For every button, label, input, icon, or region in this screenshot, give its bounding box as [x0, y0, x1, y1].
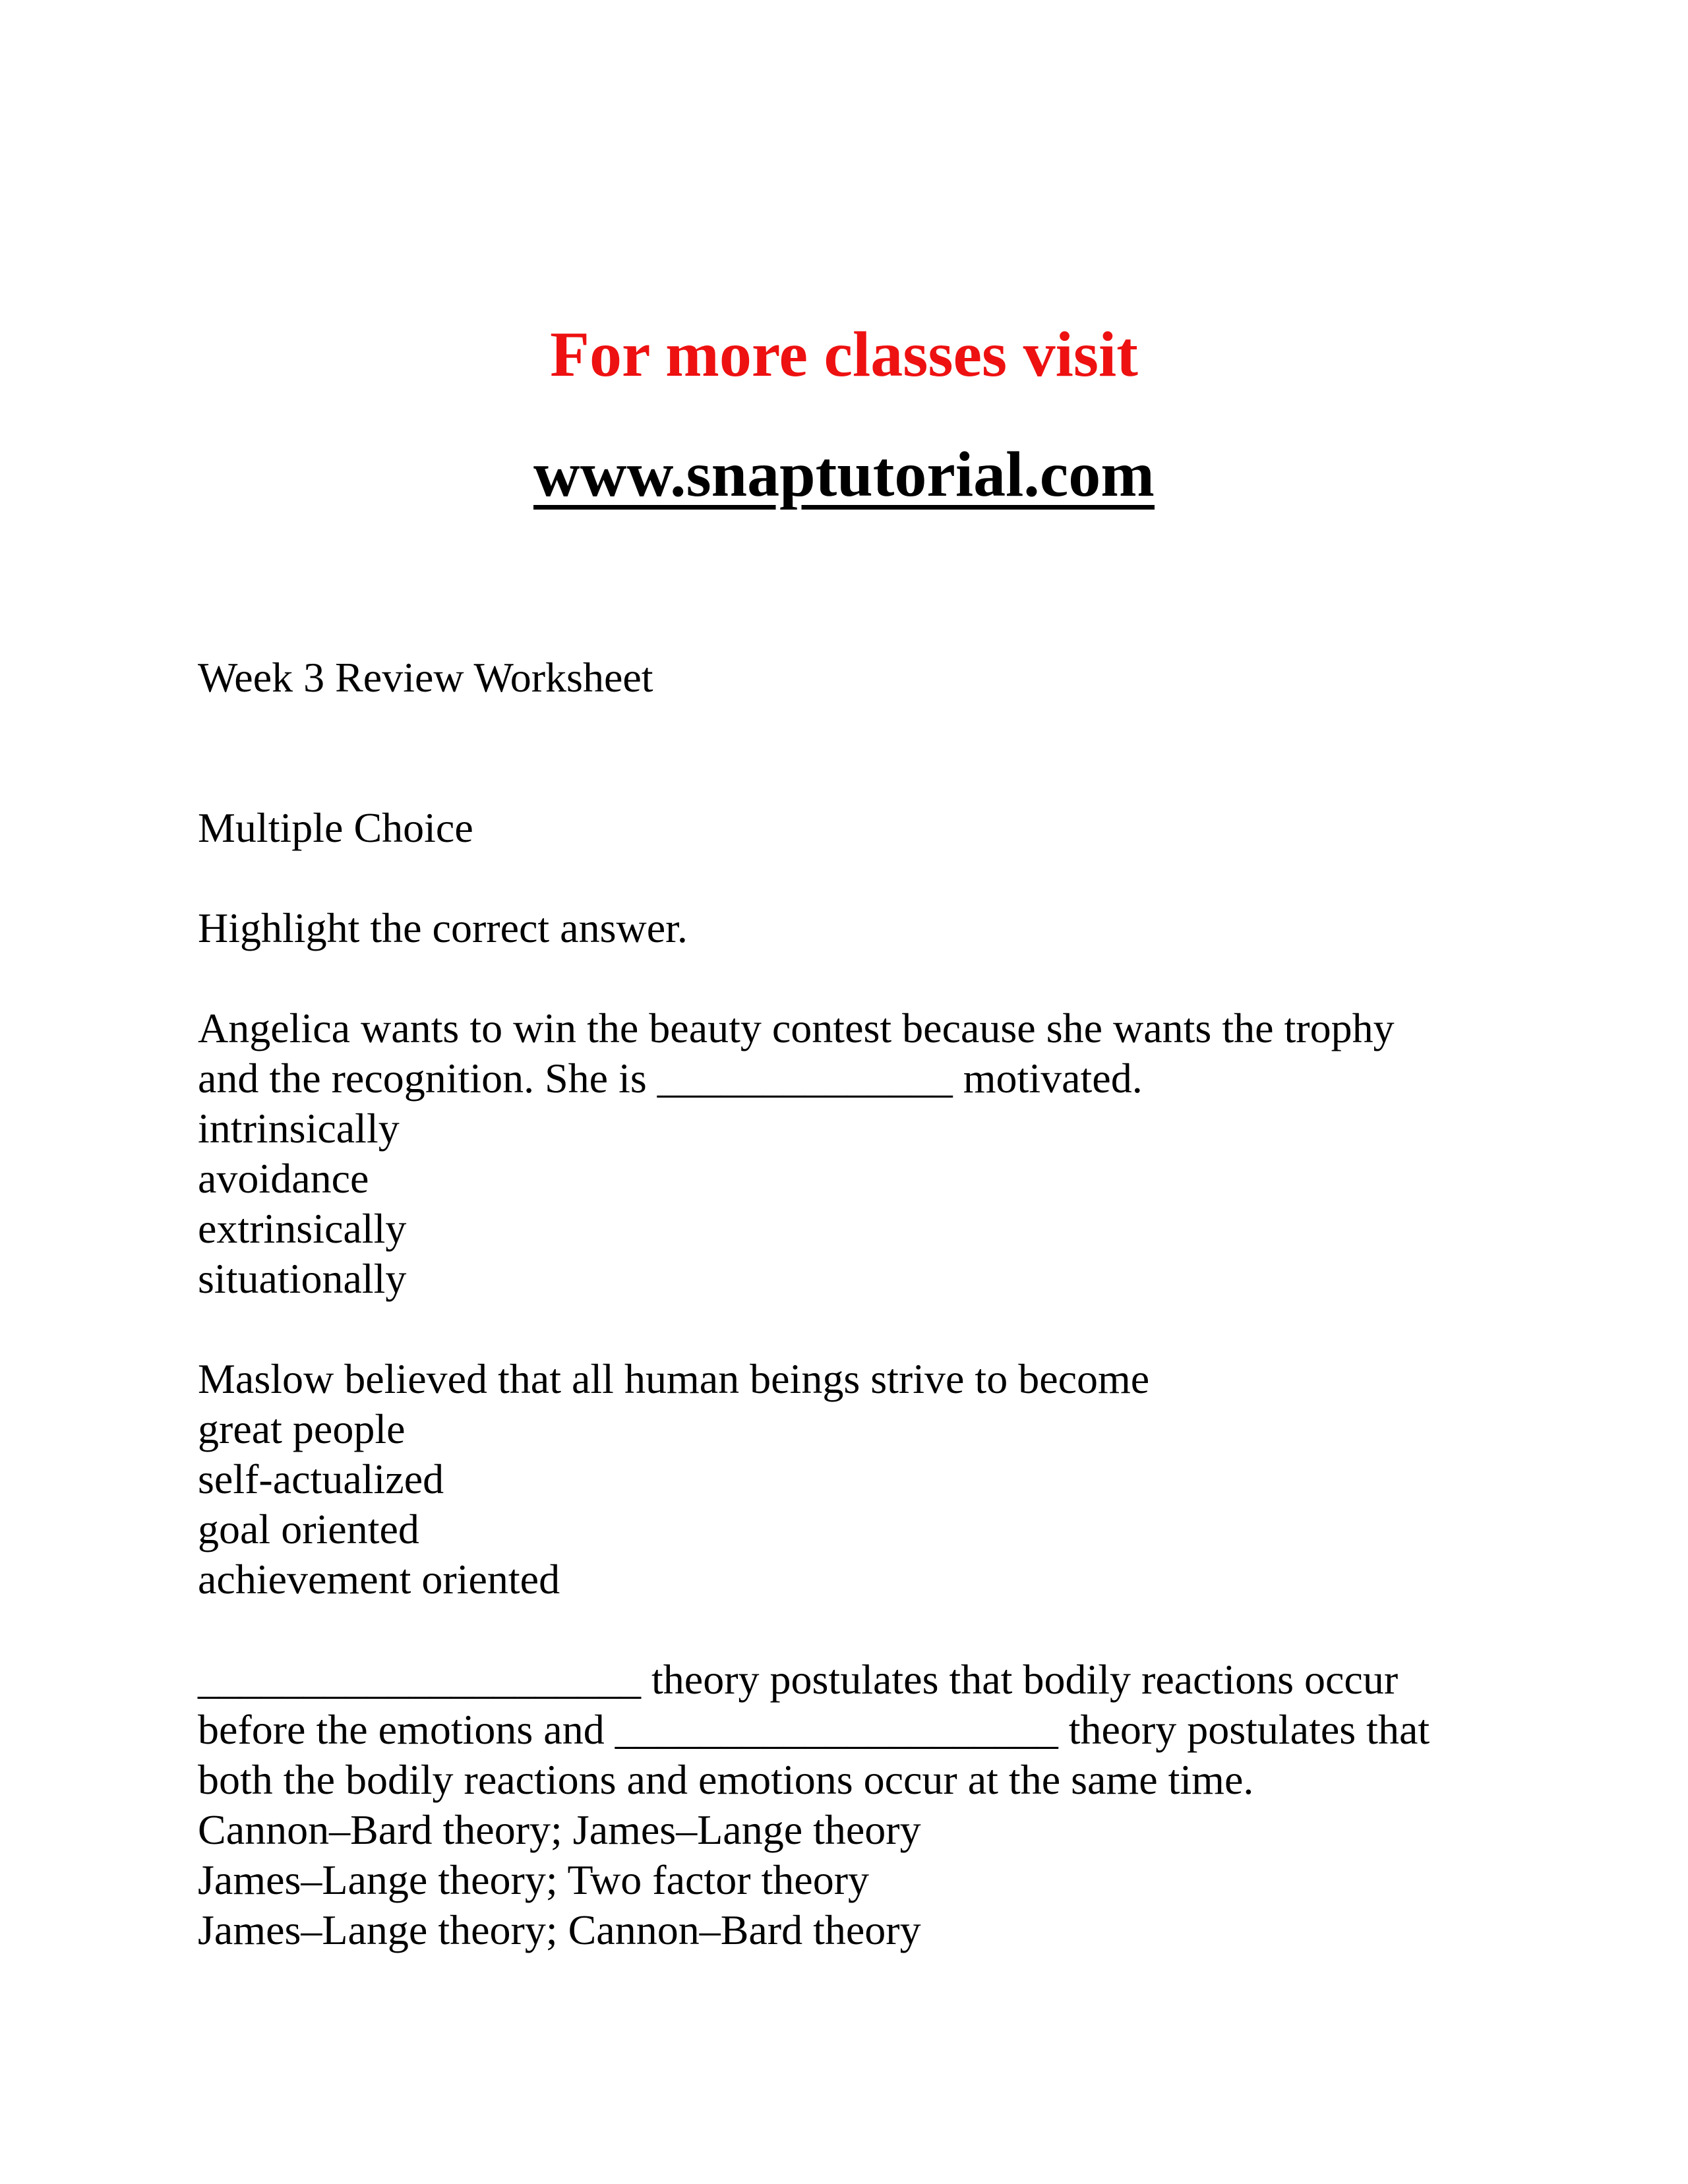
instruction-text: Highlight the correct answer. — [198, 904, 688, 951]
banner-link-container — [0, 435, 1688, 514]
answer-option[interactable]: intrinsically — [198, 1105, 400, 1152]
section-heading: Multiple Choice — [198, 804, 473, 851]
answer-option[interactable]: James–Lange theory; Two factor theory — [198, 1856, 869, 1903]
question-stem: and the recognition. She is ______________ motivated. — [198, 1055, 1143, 1102]
answer-option[interactable]: situationally — [198, 1255, 407, 1302]
answer-option[interactable]: extrinsically — [198, 1205, 407, 1252]
question-stem: _____________________ theory postulates that bodily reactions occur — [198, 1656, 1399, 1703]
answer-option[interactable]: great people — [198, 1405, 406, 1452]
website-link[interactable]: www.snaptutorial.com — [533, 439, 1155, 510]
answer-option[interactable]: Cannon–Bard theory; James–Lange theory — [198, 1806, 921, 1853]
question-1 — [198, 1003, 1517, 1304]
answer-option[interactable]: avoidance — [198, 1155, 369, 1202]
question-stem: Maslow believed that all human beings strive to become — [198, 1355, 1150, 1402]
question-stem: Angelica wants to win the beauty contest because she wants the trophy — [198, 1005, 1395, 1051]
question-3 — [198, 1655, 1517, 1955]
answer-option[interactable]: self-actualized — [198, 1456, 444, 1502]
question-stem: before the emotions and _____________________ theory postulates that — [198, 1706, 1430, 1753]
question-stem: both the bodily reactions and emotions occur at the same time. — [198, 1756, 1254, 1803]
answer-option[interactable]: achievement oriented — [198, 1556, 560, 1603]
worksheet-body — [198, 653, 1517, 1955]
answer-option[interactable]: James–Lange theory; Cannon–Bard theory — [198, 1906, 921, 1953]
answer-option[interactable]: goal oriented — [198, 1506, 419, 1552]
question-2 — [198, 1354, 1517, 1605]
banner-heading: For more classes visit — [550, 319, 1138, 390]
worksheet-title: Week 3 Review Worksheet — [198, 654, 653, 701]
